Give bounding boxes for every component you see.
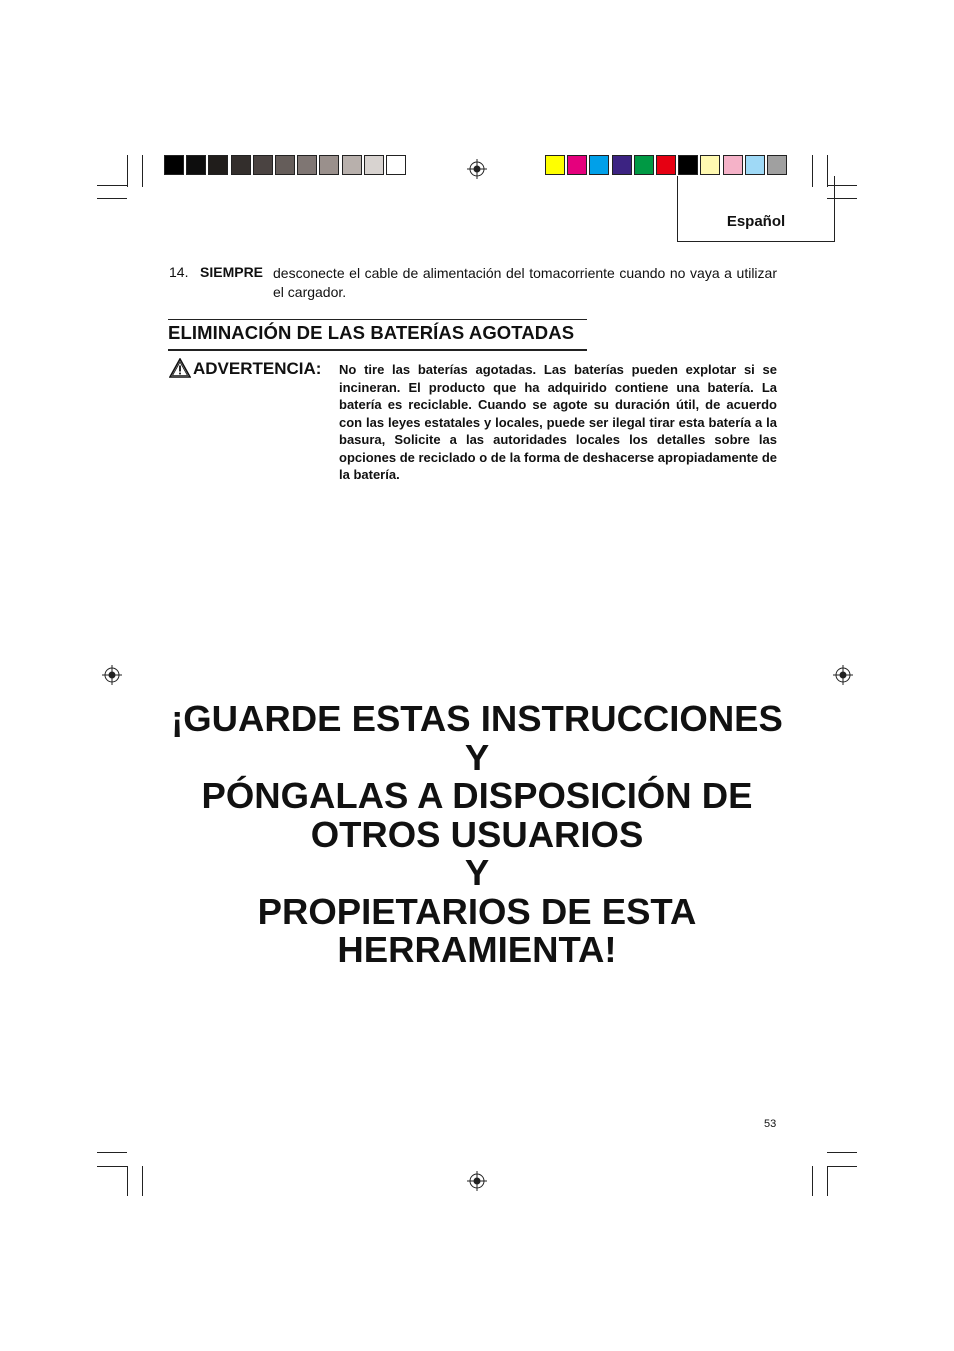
color-swatch	[297, 155, 317, 175]
item-number: 14.	[169, 264, 189, 280]
registration-mark-icon	[467, 159, 487, 179]
crop-mark	[827, 1166, 828, 1196]
color-swatch	[589, 155, 609, 175]
item-text: desconecte el cable de alimentación del tomacorriente cuando no vaya a utilizar el cargador.	[273, 265, 777, 300]
title-line: PÓNGALAS A DISPOSICIÓN DE	[201, 775, 753, 816]
title-line: ¡GUARDE ESTAS INSTRUCCIONES	[171, 698, 783, 739]
divider	[168, 319, 587, 320]
color-swatch	[342, 155, 362, 175]
crop-mark	[142, 1166, 143, 1196]
color-swatch	[745, 155, 765, 175]
title-line: PROPIETARIOS DE ESTA	[257, 890, 697, 932]
divider	[168, 349, 587, 351]
section-heading: ELIMINACIÓN DE LAS BATERÍAS AGOTADAS	[168, 322, 575, 343]
title-line: HERRAMIENTA!	[337, 929, 617, 970]
color-swatch	[319, 155, 339, 175]
warning-label: ADVERTENCIA:	[193, 359, 322, 378]
crop-mark	[97, 1166, 127, 1167]
title-line: OTROS USUARIOS	[310, 813, 644, 855]
color-swatch	[545, 155, 565, 175]
title-line: Y	[464, 852, 490, 893]
color-swatch	[164, 155, 184, 175]
warning-text: No tire las baterías agotadas. Las baterías pueden explotar si se incineran. El producto que ha adquirido contiene una batería. La batería es reciclable. Cuando se agote su duración útil, de acuerdo con las leyes estatales y locales, puede ser ilegal tirar esta batería a la basura, Solicite a las autoridades locales los detalles sobre las opciones de reciclado o de la forma de deshacerse apropiadamente de la batería.	[339, 362, 777, 482]
color-swatch	[700, 155, 720, 175]
title-line: Y	[464, 736, 490, 778]
color-swatch	[634, 155, 654, 175]
color-swatch	[767, 155, 787, 175]
color-swatch	[275, 155, 295, 175]
color-swatch	[186, 155, 206, 175]
crop-mark	[127, 155, 128, 187]
crop-mark	[142, 155, 143, 187]
crop-mark	[97, 1152, 127, 1153]
registration-mark-icon	[467, 1171, 487, 1191]
page-number: 53	[764, 1118, 777, 1130]
language-label: Español	[726, 213, 786, 230]
color-swatch	[567, 155, 587, 175]
crop-mark	[97, 185, 127, 186]
save-instructions-title	[120, 700, 834, 970]
crop-mark	[127, 1166, 128, 1196]
color-swatch	[723, 155, 743, 175]
color-swatch	[253, 155, 273, 175]
color-swatch	[678, 155, 698, 175]
color-swatch	[656, 155, 676, 175]
registration-mark-icon	[102, 665, 122, 685]
crop-mark	[827, 1166, 857, 1167]
registration-mark-icon	[833, 665, 853, 685]
color-swatch	[208, 155, 228, 175]
crop-mark	[97, 198, 127, 199]
crop-mark	[812, 1166, 813, 1196]
language-tab	[677, 176, 835, 242]
item-keyword: SIEMPRE	[200, 264, 264, 280]
crop-mark	[827, 1152, 857, 1153]
color-swatch	[364, 155, 384, 175]
color-swatch	[612, 155, 632, 175]
color-swatch	[386, 155, 406, 175]
color-swatch	[231, 155, 251, 175]
warning-triangle-icon	[169, 358, 191, 378]
